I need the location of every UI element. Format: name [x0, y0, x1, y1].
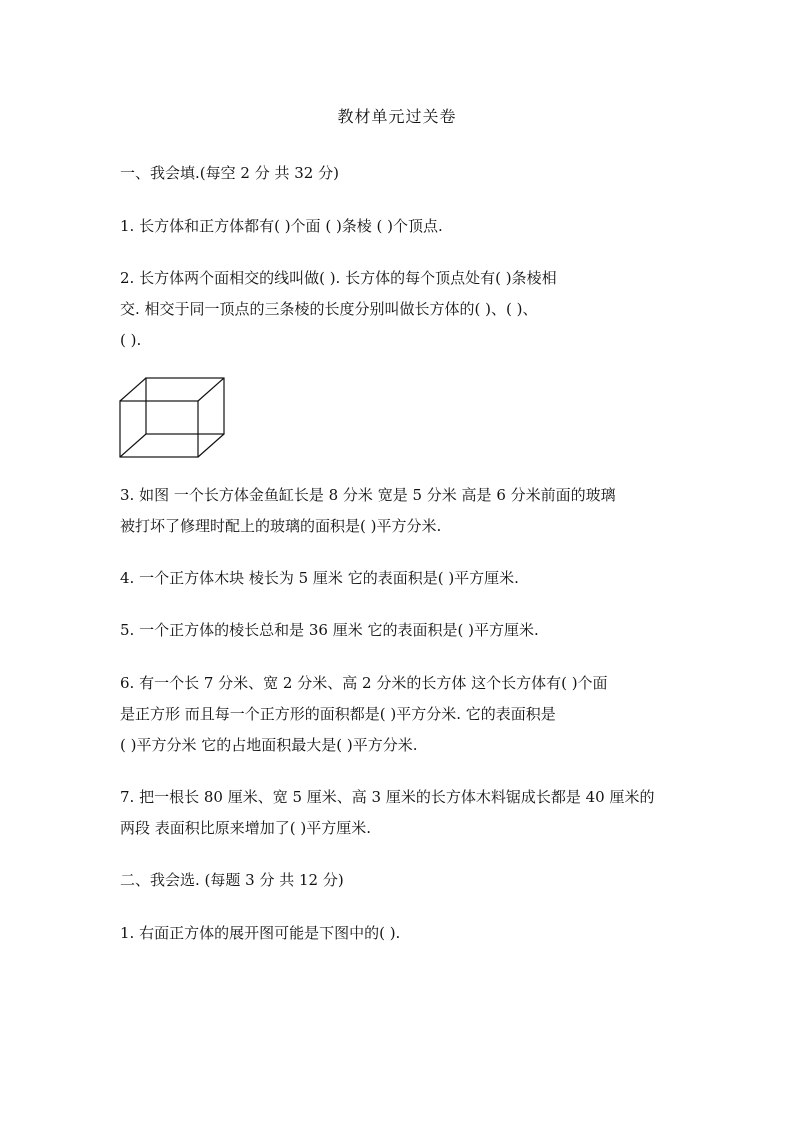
question-1-6-line-1: 6. 有一个长 7 分米、宽 2 分米、高 2 分米的长方体 这个长方体有( )个面	[120, 674, 608, 692]
cube-back-face	[146, 378, 224, 434]
section-2-heading: 二、我会选. (每题 3 分 共 12 分)	[120, 871, 344, 889]
question-2-1: 1. 右面正方体的展开图可能是下图中的( ).	[120, 924, 401, 942]
cube-edge	[198, 434, 224, 457]
question-1-7-line-2: 两段 表面积比原来增加了( )平方厘米.	[120, 819, 372, 837]
question-1-2-line-3: ( ).	[120, 331, 142, 349]
cube-edge	[198, 378, 224, 401]
question-1-1: 1. 长方体和正方体都有( )个面 ( )条棱 ( )个顶点.	[120, 217, 443, 235]
question-1-2-line-2: 交. 相交于同一顶点的三条棱的长度分别叫做长方体的( )、( )、	[120, 300, 538, 318]
question-1-5: 5. 一个正方体的棱长总和是 36 厘米 它的表面积是( )平方厘米.	[120, 621, 539, 639]
cube-edge	[120, 434, 146, 457]
cube-edge	[120, 378, 146, 401]
question-1-7-line-1: 7. 把一根长 80 厘米、宽 5 厘米、高 3 厘米的长方体木料锯成长都是 40 厘米的	[120, 788, 655, 806]
page-title: 教材单元过关卷	[337, 107, 457, 126]
section-1-heading: 一、我会填.(每空 2 分 共 32 分)	[120, 164, 339, 182]
question-1-6-line-2: 是正方形 而且每一个正方形的面积都是( )平方分米. 它的表面积是	[120, 705, 556, 723]
question-1-4: 4. 一个正方体木块 棱长为 5 厘米 它的表面积是( )平方厘米.	[120, 569, 519, 587]
cube-front-face	[120, 401, 198, 457]
cube-wireframe-icon	[118, 377, 226, 459]
question-1-3-line-1: 3. 如图 一个长方体金鱼缸长是 8 分米 宽是 5 分米 高是 6 分米前面的玻璃	[120, 486, 616, 504]
question-1-2-line-1: 2. 长方体两个面相交的线叫做( ). 长方体的每个顶点处有( )条棱相	[120, 269, 557, 287]
question-1-3-line-2: 被打坏了修理时配上的玻璃的面积是( )平方分米.	[120, 517, 442, 535]
question-1-6-line-3: ( )平方分米 它的占地面积最大是( )平方分米.	[120, 736, 418, 754]
